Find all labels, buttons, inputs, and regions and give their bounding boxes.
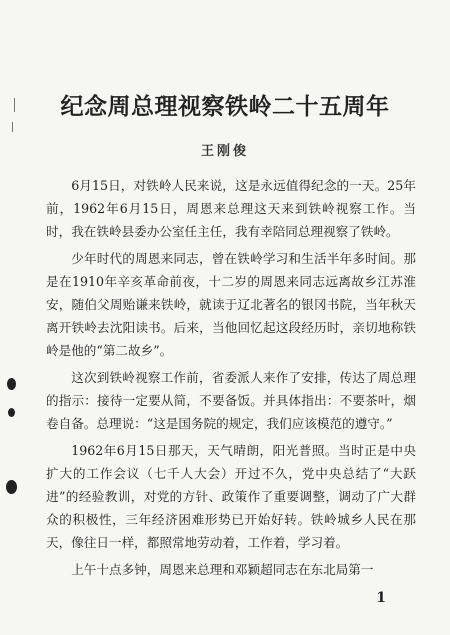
document-author: 王刚俊	[200, 144, 249, 159]
document-title: 纪念周总理视察铁岭二十五周年	[60, 93, 390, 120]
scan-artifact-dot	[8, 408, 15, 417]
scan-artifact-line	[12, 122, 13, 132]
paragraph: 6月15日，对铁岭人民来说，这是永远值得纪念的一天。25年前，1962年6月15日，周恩来总理这天来到铁岭视察工作。当时，我在铁岭县委办公室任主任，我有幸陪同总理视察了铁岭。	[46, 178, 416, 239]
paragraph: 少年时代的周恩来同志，曾在铁岭学习和生活半年多时间。那是在1910年辛亥革命前夜，十二岁的周恩来同志远离故乡江苏淮安，随伯父周贻谦来铁岭，就读于辽北著名的银冈书院，当年秋天离开铁岭去沈阳读书。后来，当他回忆起这段经历时，亲切地称铁岭是他的“第二故乡”。	[46, 251, 416, 358]
page-number: 1	[376, 590, 386, 606]
paragraph: 这次到铁岭视察工作前，省委派人来作了安排，传达了周总理的指示：接待一定要从简，不要备饭。并具体指出：不要茶叶，烟卷自备。总理说：“这是国务院的规定，我们应该模范的遵守。”	[46, 370, 416, 431]
paragraph: 上午十点多钟，周恩来总理和邓颖超同志在东北局第一	[71, 562, 374, 577]
scan-artifact-dot	[6, 480, 17, 494]
paragraph: 1962年6月15日那天，天气晴朗，阳光普照。当时正是中央扩大的工作会议（七千人大会）开过不久，党中央总结了“大跃进”的经验教训，对党的方针、政策作了重要调整，调动了广大群众的积极性，三年经济困难形势已开始好转。铁岭城乡人民在那天，像往日一样，都照常地劳动着，工作着，学习着。	[46, 443, 416, 550]
document-body	[46, 174, 416, 585]
scan-artifact-dot	[7, 378, 16, 390]
